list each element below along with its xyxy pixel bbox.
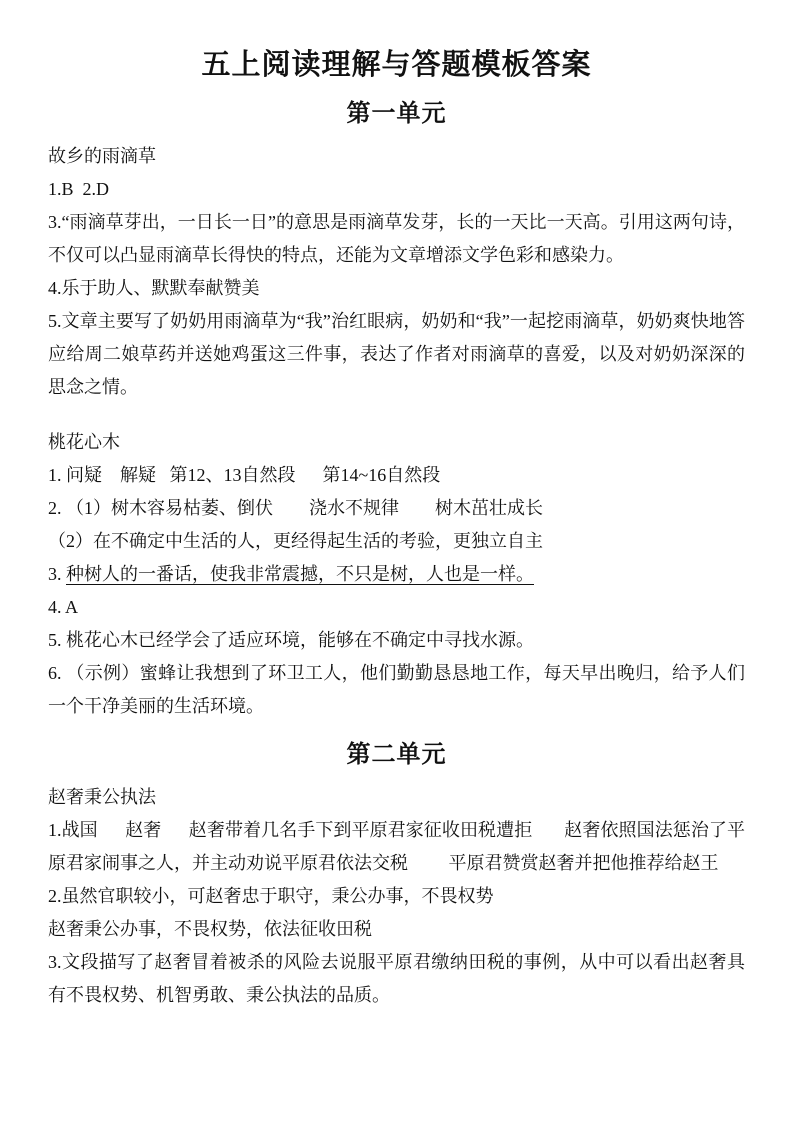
answer-line: 3.“雨滴草芽出，一日长一日”的意思是雨滴草发芽，长的一天比一天高。引用这两句诗，不仅可以凸显雨滴草长得快的特点，还能为文章增添文学色彩和感染力。 bbox=[48, 212, 745, 265]
answer-line: 2.虽然官职较小，可赵奢忠于职守，秉公办事，不畏权势 bbox=[48, 886, 494, 906]
blank-line-spacer bbox=[48, 404, 745, 426]
answer-line: 1.战国 赵奢 赵奢带着几名手下到平原君家征收田税遭拒 赵奢依照国法惩治了平原君家闹事之人，并主动劝说平原君依法交税 平原君赞赏赵奢并把他推荐给赵王 bbox=[48, 820, 745, 873]
answer-line: 4. A bbox=[48, 597, 79, 617]
document-title: 五上阅读理解与答题模板答案 bbox=[201, 49, 592, 81]
answer-line: 1. 问疑 解疑 第12、13自然段 第14~16自然段 bbox=[48, 465, 441, 485]
answer-line: 4.乐于助人、默默奉献赞美 bbox=[48, 278, 260, 298]
answer-line: 5.文章主要写了奶奶用雨滴草为“我”治红眼病，奶奶和“我”一起挖雨滴草，奶奶爽快地答应给周二娘草药并送她鸡蛋这三件事，表达了作者对雨滴草的喜爱，以及对奶奶深深的思念之情。 bbox=[48, 311, 745, 397]
unit-2-section bbox=[48, 737, 745, 1012]
passage-title-taohua-xinmu: 桃花心木 bbox=[48, 432, 120, 452]
underlined-answer-text: 种树人的一番话，使我非常震撼，不只是树，人也是一样。 bbox=[66, 564, 534, 584]
answer-line: 3.文段描写了赵奢冒着被杀的风险去说服平原君缴纳田税的事例，从中可以看出赵奢具有不畏权势、机智勇敢、秉公执法的品质。 bbox=[48, 952, 745, 1005]
answer-line: （2）在不确定中生活的人，更经得起生活的考验，更独立自主 bbox=[48, 531, 543, 551]
answer-line-underlined bbox=[48, 558, 745, 591]
answer-line: 6. （示例）蜜蜂让我想到了环卫工人，他们勤勤恳恳地工作，每天早出晚归，给予人们一个干净美丽的生活环境。 bbox=[48, 663, 745, 716]
answer-line: 赵奢秉公办事，不畏权势，依法征收田税 bbox=[48, 919, 372, 939]
answer-number-prefix: 3. bbox=[48, 564, 66, 584]
passage-title-zhaoshe-bingong-zhifa: 赵奢秉公执法 bbox=[48, 787, 156, 807]
unit-2-heading: 第二单元 bbox=[346, 742, 447, 768]
unit-1-section bbox=[48, 96, 745, 723]
passage-title-guxiang-yudicao: 故乡的雨滴草 bbox=[48, 146, 156, 166]
answer-line: 2. （1）树木容易枯萎、倒伏 浇水不规律 树木茁壮成长 bbox=[48, 498, 543, 518]
answer-line: 1.B 2.D bbox=[48, 179, 110, 199]
answer-line: 5. 桃花心木已经学会了适应环境，能够在不确定中寻找水源。 bbox=[48, 630, 534, 650]
unit-1-heading: 第一单元 bbox=[346, 101, 447, 127]
